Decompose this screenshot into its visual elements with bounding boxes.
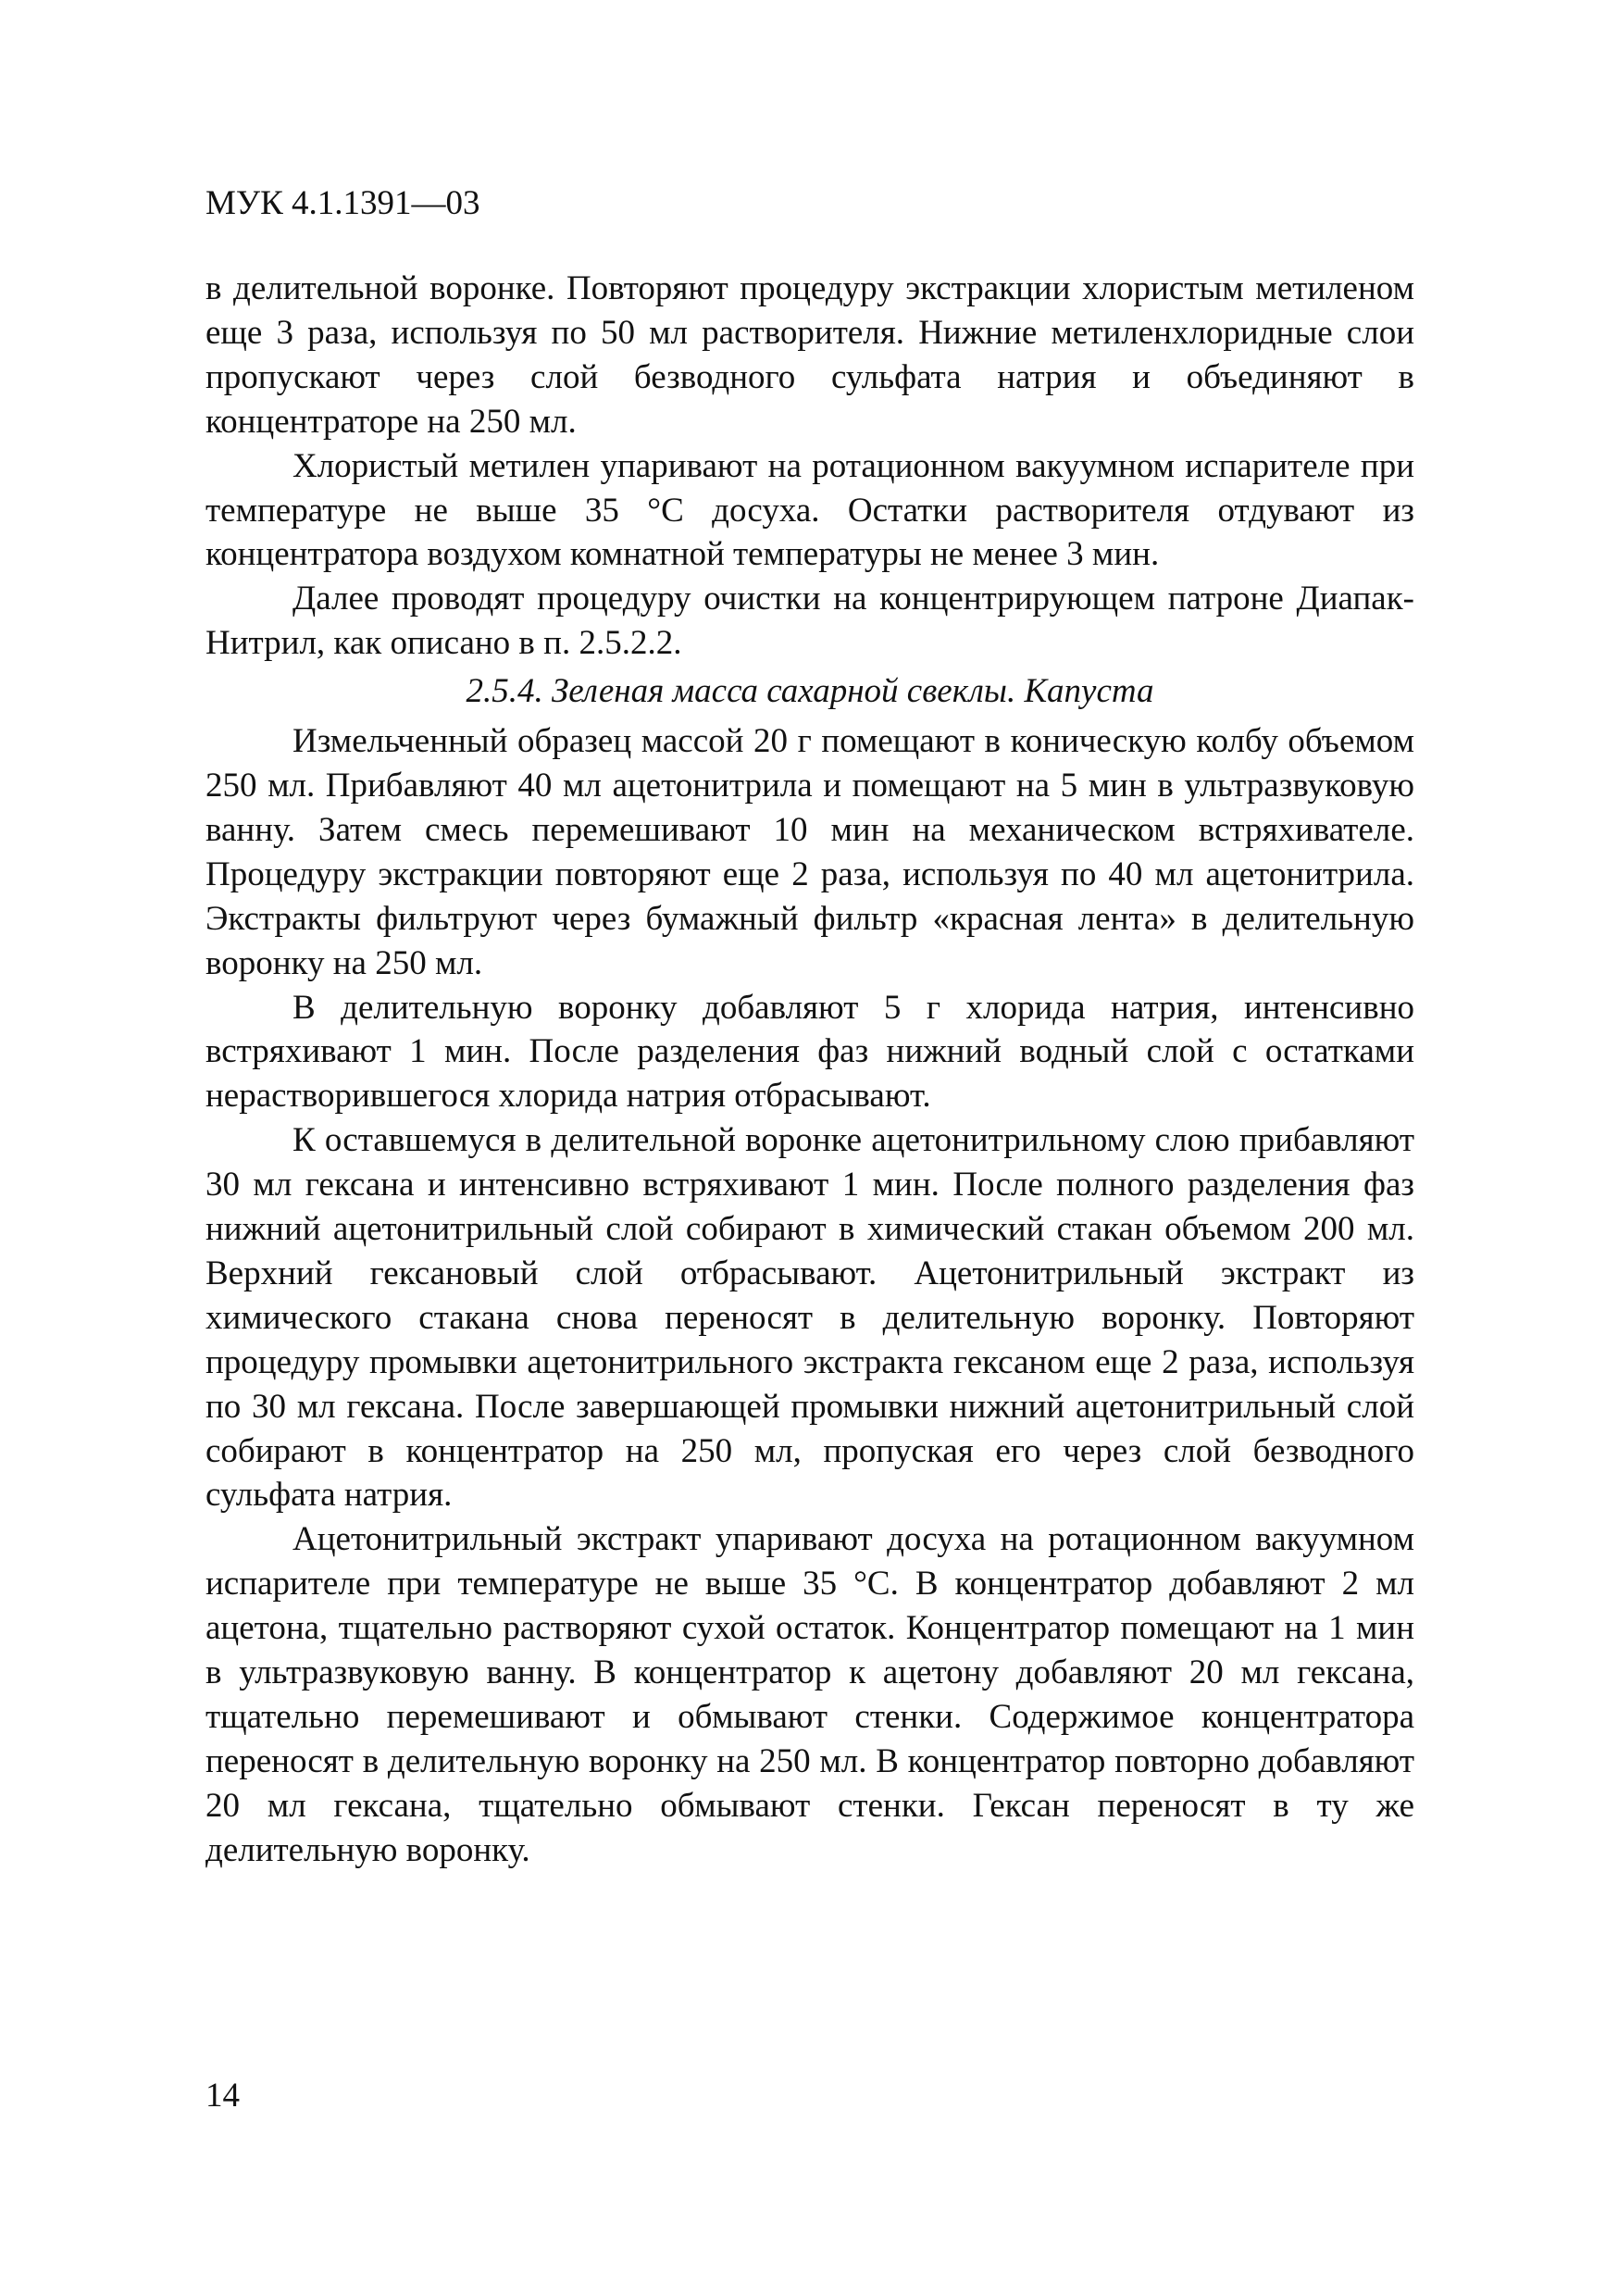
page-number: 14 — [205, 2077, 240, 2115]
paragraph-continuation: в делительной воронке. Повторяют процедуру экстракции хлористым метиленом еще 3 раза, используя по 50 мл растворителя. Нижние метиленхлоридные слои пропускают через слой безводного сульфата натрия и объединяют в концентраторе на 250 мл. — [205, 269, 1414, 441]
body-text — [205, 267, 1414, 1873]
paragraph-concentration: Ацетонитрильный экстракт упаривают досуха на ротационном вакуумном испарителе при температуре не выше 35 °С. В концентратор добавляют 2 мл ацетона, тщательно растворяют сухой остаток. Концентратор помещают на 1 мин в ультразвуковую ванну. В концентратор к ацетону добавляют 20 мл гексана, тщательно перемешивают и обмывают стенки. Содержимое концентратора переносят в делительную воронку на 250 мл. В концентратор повторно добавляют 20 мл гексана, тщательно обмывают стенки. Гексан переносят в ту же делительную воронку. — [205, 1520, 1414, 1869]
paragraph-evaporation: Хлористый метилен упаривают на ротационном вакуумном испарителе при температуре не выше 35 °С досуха. Остатки растворителя отдувают из концентратора воздухом комнатной температуры не менее 3 мин. — [205, 446, 1414, 574]
paragraph-hexane-wash: К оставшемуся в делительной воронке ацетонитрильному слою прибавляют 30 мл гексана и интенсивно встряхивают 1 мин. После полного разделения фаз нижний ацетонитрильный слой собирают в химический стакан объемом 200 мл. Верхний гексановый слой отбрасывают. Ацетонитрильный экстракт из химического стакана снова переносят в делительную воронку. Повторяют процедуру промывки ацетонитрильного экстракта гексаном еще 2 раза, используя по 30 мл гексана. После завершающей промывки нижний ацетонитрильный слой собирают в концентратор на 250 мл, пропуская его через слой безводного сульфата натрия. — [205, 1121, 1414, 1515]
paragraph-extraction: Измельченный образец массой 20 г помещают в коническую колбу объемом 250 мл. Прибавляют 40 мл ацетонитрила и помещают на 5 мин в ультразвуковую ванну. Затем смесь перемешивают 10 мин на механическом встряхивателе. Процедуру экстракции повторяют еще 2 раза, используя по 40 мл ацетонитрила. Экстракты фильтруют через бумажный фильтр «красная лента» в делительную воронку на 250 мл. — [205, 722, 1414, 982]
document-code-header: МУК 4.1.1391—03 — [205, 184, 480, 222]
paragraph-cleanup: Далее проводят процедуру очистки на концентрирующем патроне Диапак-Нитрил, как описано в п. 2.5.2.2. — [205, 580, 1414, 663]
section-title: 2.5.4. Зеленая масса сахарной свеклы. Капуста — [466, 672, 1154, 711]
paragraph-salt: В делительную воронку добавляют 5 г хлорида натрия, интенсивно встряхивают 1 мин. После разделения фаз нижний водный слой с остатками нерастворившегося хлорида натрия отбрасывают. — [205, 988, 1414, 1116]
